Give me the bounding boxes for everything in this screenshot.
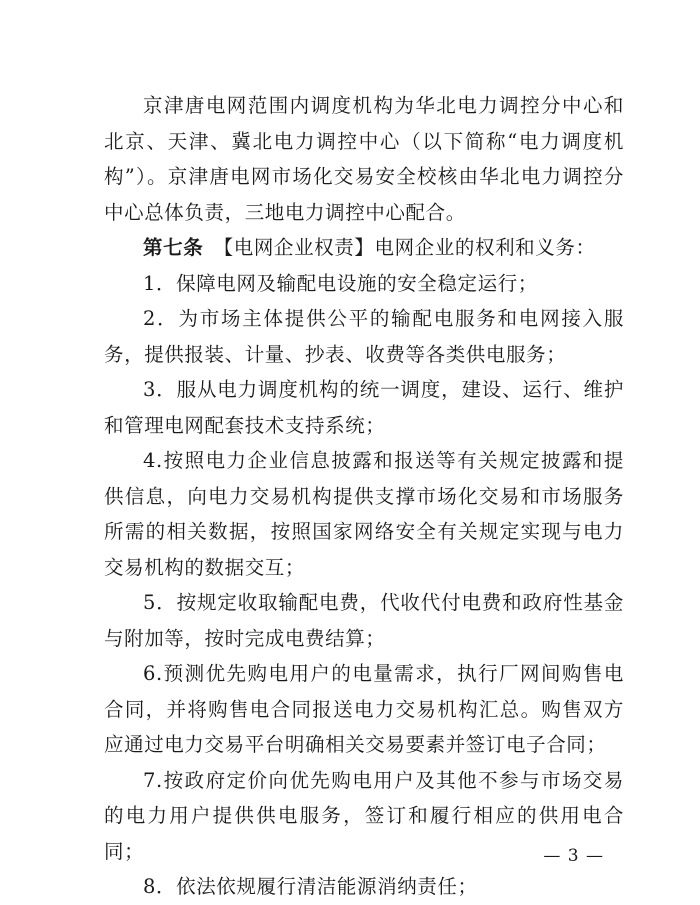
list-item-text: 4.按照电力企业信息披露和报送等有关规定披露和提供信息，向电力交易机构提供支撑市场化交易和市场服务所需的相关数据，按照国家网络安全有关规定实现与电力交易机构的数据交互； — [104, 449, 624, 579]
list-item-text: 2．为市场主体提供公平的输配电服务和电网接入服务，提供报装、计量、抄表、收费等各类供电服务； — [104, 307, 624, 366]
list-item-1 — [104, 266, 624, 302]
paragraph-dispatch-agencies — [104, 88, 624, 230]
list-item-text: 7.按政府定价向优先购电用户及其他不参与市场交易的电力用户提供供电服务，签订和履行相应的供用电合同； — [104, 768, 624, 863]
list-item-text: 5．按规定收取输配电费，代收代付电费和政府性基金与附加等，按时完成电费结算； — [104, 591, 624, 650]
list-item-text: 6.预测优先购电用户的电量需求，执行厂网间购售电合同，并将购售电合同报送电力交易机构汇总。购售双方应通过电力交易平台明确相关交易要素并签订电子合同； — [104, 662, 624, 756]
list-item-8 — [104, 869, 624, 905]
list-item-text: 3．服从电力调度机构的统一调度，建设、运行、维护和管理电网配套技术支持系统； — [104, 378, 624, 437]
list-item-6 — [104, 656, 624, 763]
paragraph-article-7 — [104, 230, 624, 266]
document-body — [104, 88, 624, 905]
paragraph-text: 【电网企业权责】电网企业的权利和义务： — [203, 236, 596, 259]
page-number: — 3 — — [543, 846, 604, 866]
paragraph-text: 京津唐电网范围内调度机构为华北电力调控分中心和北京、天津、冀北电力调控中心（以下简称“电力调度机构”）。京津唐电网市场化交易安全校核由华北电力调控分中心总体负责，三地电力调控中心配合。 — [104, 94, 624, 224]
list-item-5 — [104, 585, 624, 656]
list-item-4 — [104, 443, 624, 585]
list-item-text: 1．保障电网及输配电设施的安全稳定运行； — [143, 271, 538, 295]
article-number: 第七条 — [143, 236, 204, 259]
list-item-text: 8．依法依规履行清洁能源消纳责任； — [143, 875, 478, 898]
list-item-3 — [104, 372, 624, 443]
list-item-2 — [104, 301, 624, 372]
